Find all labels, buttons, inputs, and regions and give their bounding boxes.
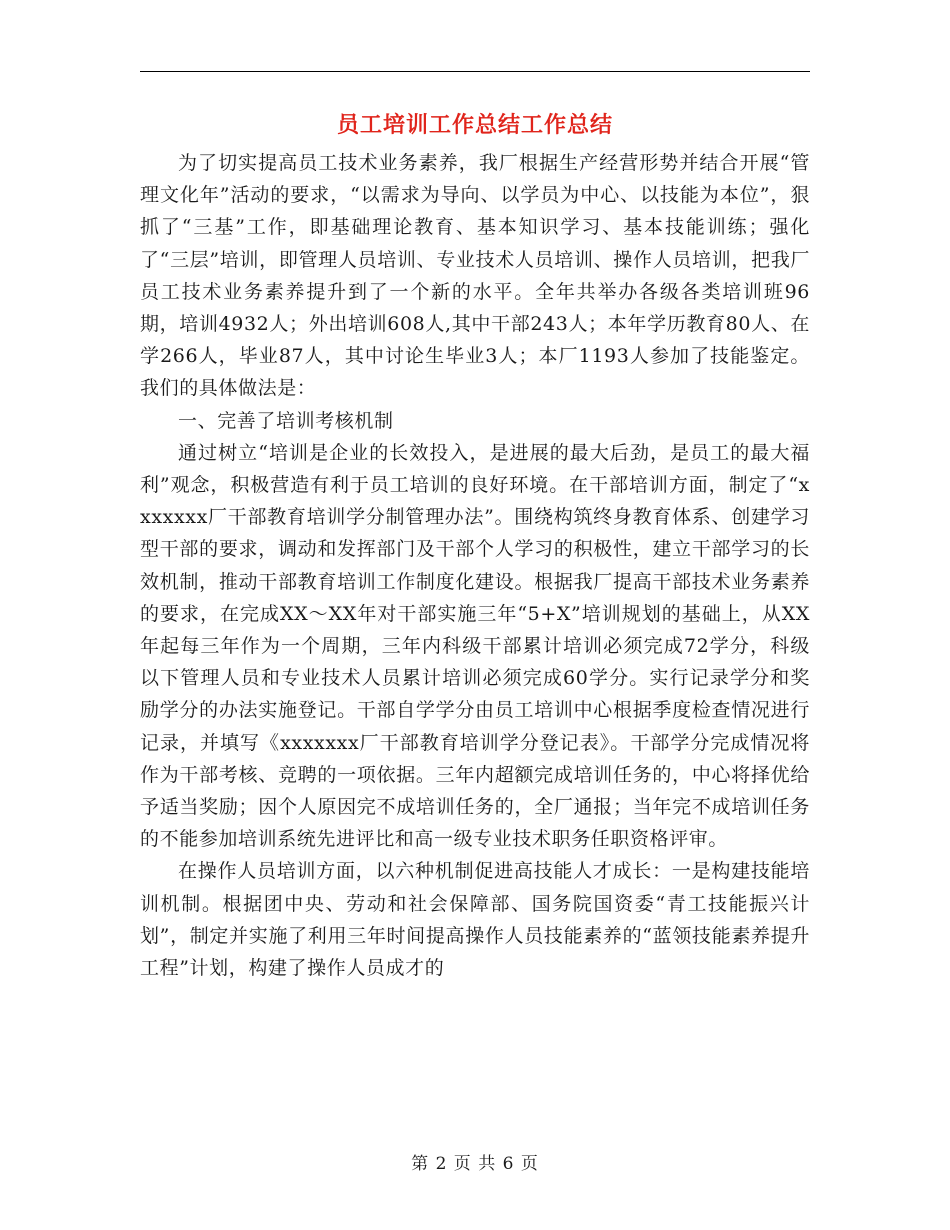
paragraph-operator-training: 在操作人员培训方面，以六种机制促进高技能人才成长：一是构建技能培训机制。根据团中央、劳动和社会保障部、国务院国资委“青工技能振兴计划”，制定并实施了利用三年时间提高操作人员技能素养的“蓝领技能素养提升工程”计划，构建了操作人员成才的 <box>140 860 810 980</box>
header-rule <box>140 71 810 72</box>
paragraph-intro: 为了切实提高员工技术业务素养，我厂根据生产经营形势并结合开展“管理文化年”活动的要求，“以需求为导向、以学员为中心、以技能为本位”，狠抓了“三基”工作，即基础理论教育、基本知识学习、基本技能训练；强化了“三层”培训，即管理人员培训、专业技术人员培训、操作人员培训，把我厂员工技术业务素养提升到了一个新的水平。全年共举办各级各类培训班96期，培训4932人；外出培训608人,其中干部243人；本年学历教育80人、在学266人，毕业87人，其中讨论生毕业3人；本厂1193人参加了技能鉴定。我们的具体做法是： <box>140 152 810 400</box>
section-heading-1: 一、完善了培训考核机制 <box>178 409 394 432</box>
page-footer: 第 2 页 共 6 页 <box>411 1154 539 1174</box>
document-title: 员工培训工作总结工作总结 <box>336 112 613 138</box>
paragraph-cadre-training: 通过树立“培训是企业的长效投入，是进展的最大后劲，是员工的最大福利”观念，积极营造有利于员工培训的良好环境。在干部培训方面，制定了“xxxxxxx厂干部教育培训学分制管理办法”。围绕构筑终身教育体系、创建学习型干部的要求，调动和发挥部门及干部个人学习的积极性，建立干部学习的长效机制，推动干部教育培训工作制度化建设。根据我厂提高干部技术业务素养的要求，在完成XX～XX年对干部实施三年“5+X”培训规划的基础上，从XX年起每三年作为一个周期，三年内科级干部累计培训必须完成72学分，科级以下管理人员和专业技术人员累计培训必须完成60学分。实行记录学分和奖励学分的办法实施登记。干部自学学分由员工培训中心根据季度检查情况进行记录，并填写《xxxxxxx厂干部教育培训学分登记表》。干部学分完成情况将作为干部考核、竞聘的一项依据。三年内超额完成培训任务的，中心将择优给予适当奖励；因个人原因完不成培训任务的，全厂通报；当年完不成培训任务的不能参加培训系统先进评比和高一级专业技术职务任职资格评审。 <box>140 441 810 851</box>
document-body <box>140 147 810 984</box>
